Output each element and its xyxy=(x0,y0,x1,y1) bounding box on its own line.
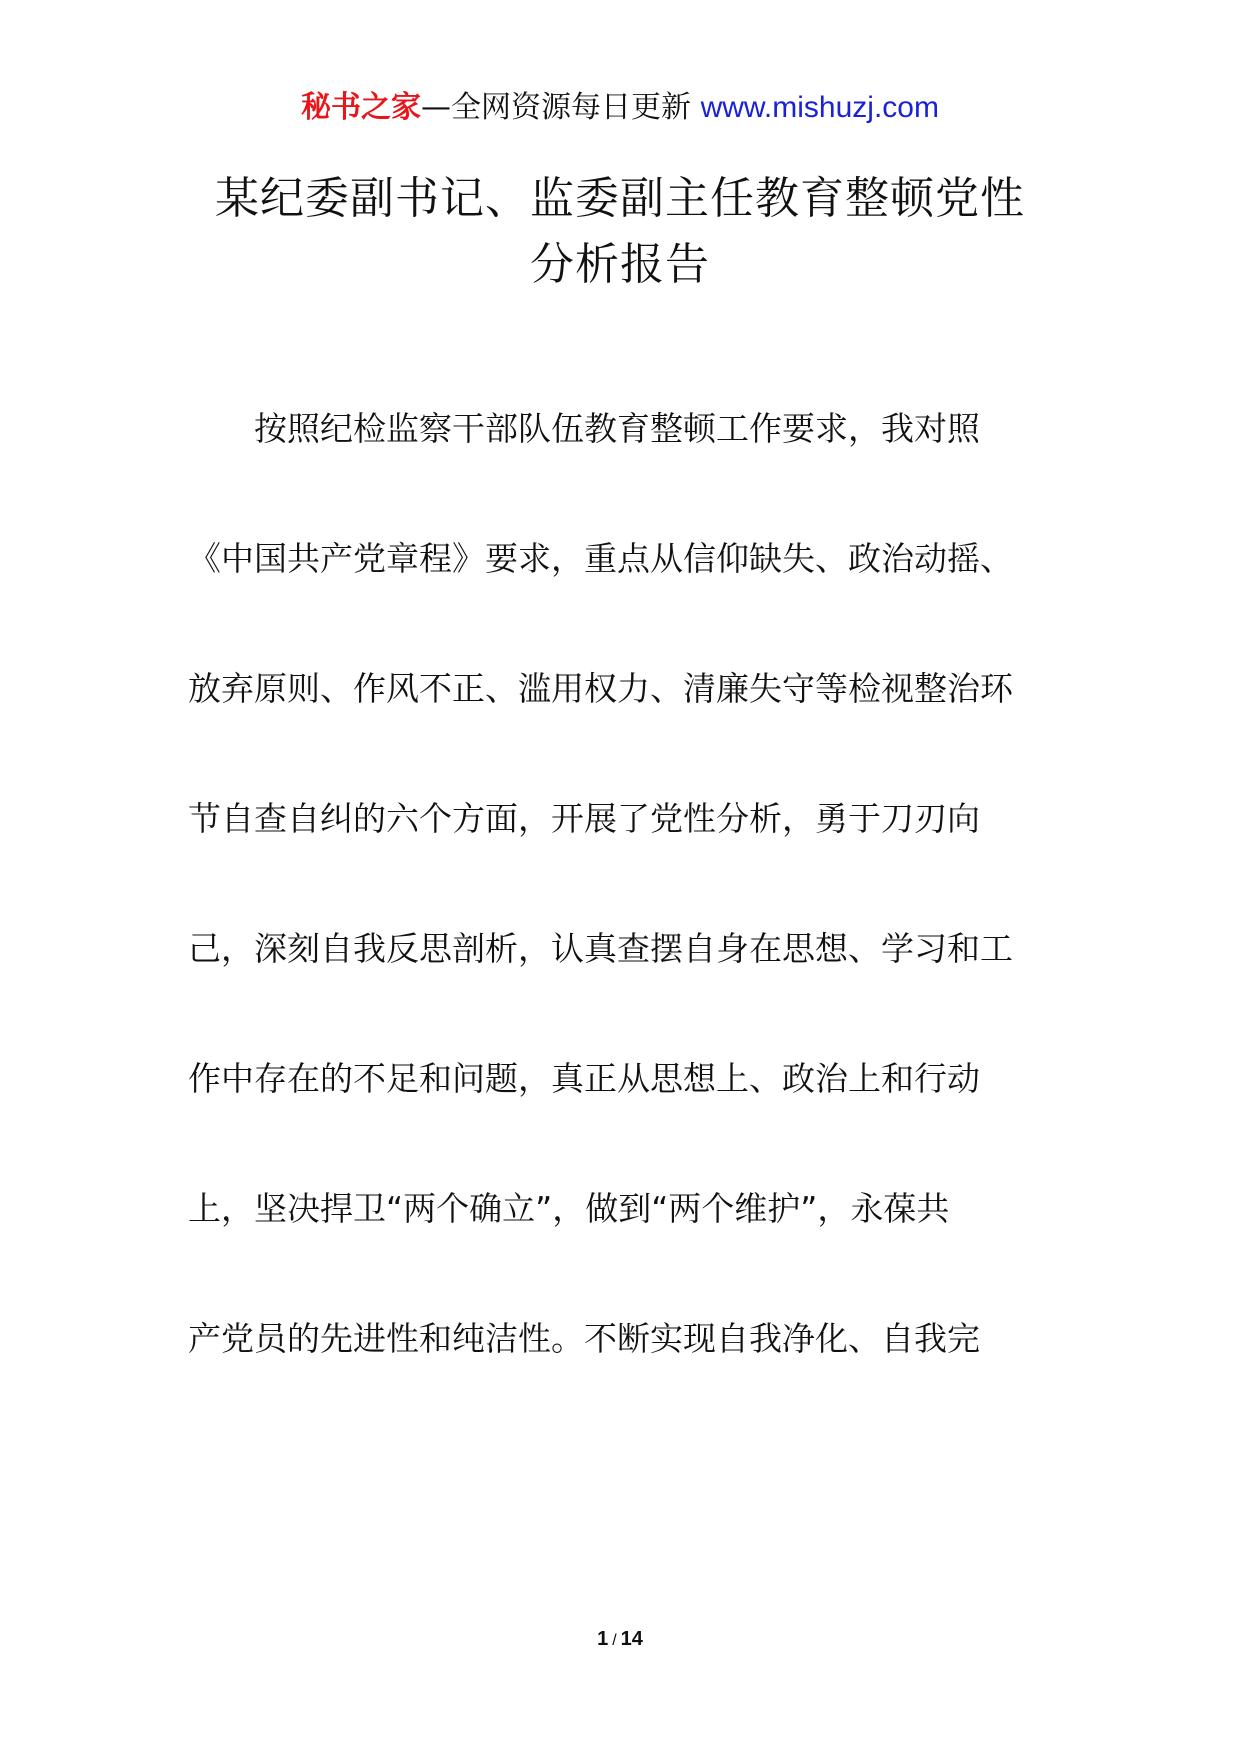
page-current: 1 xyxy=(597,1628,609,1650)
body-line: 上，坚决捍卫“两个确立”，做到“两个维护”，永葆共 xyxy=(188,1189,950,1228)
document-title xyxy=(150,166,1090,298)
body-line: 《中国共产党章程》要求，重点从信仰缺失、政治动摇、 xyxy=(188,539,1013,578)
page-number xyxy=(0,1628,1240,1651)
title-line-2: 分析报告 xyxy=(530,239,710,290)
title-line-1: 某纪委副书记、监委副主任教育整顿党性 xyxy=(215,173,1025,224)
body-line: 放弃原则、作风不正、滥用权力、清廉失守等检视整治环 xyxy=(188,669,1013,708)
brand-name: 秘书之家 xyxy=(301,90,422,125)
body-line: 按照纪检监察干部队伍教育整顿工作要求，我对照 xyxy=(254,409,980,448)
site-url-link[interactable]: www.mishuzj.com xyxy=(700,91,939,124)
page-total: 14 xyxy=(620,1628,643,1650)
body-line: 己，深刻自我反思剖析，认真查摆自身在思想、学习和工 xyxy=(188,929,1013,968)
body-line: 产党员的先进性和纯洁性。不断实现自我净化、自我完 xyxy=(188,1319,980,1358)
document-body xyxy=(188,364,1048,1404)
page-separator: / xyxy=(612,1632,617,1649)
header-tagline: —全网资源每日更新 xyxy=(421,90,701,125)
site-header xyxy=(0,88,1240,128)
body-line: 作中存在的不足和问题，真正从思想上、政治上和行动 xyxy=(188,1059,980,1098)
body-line: 节自查自纠的六个方面，开展了党性分析，勇于刀刃向 xyxy=(188,799,980,838)
